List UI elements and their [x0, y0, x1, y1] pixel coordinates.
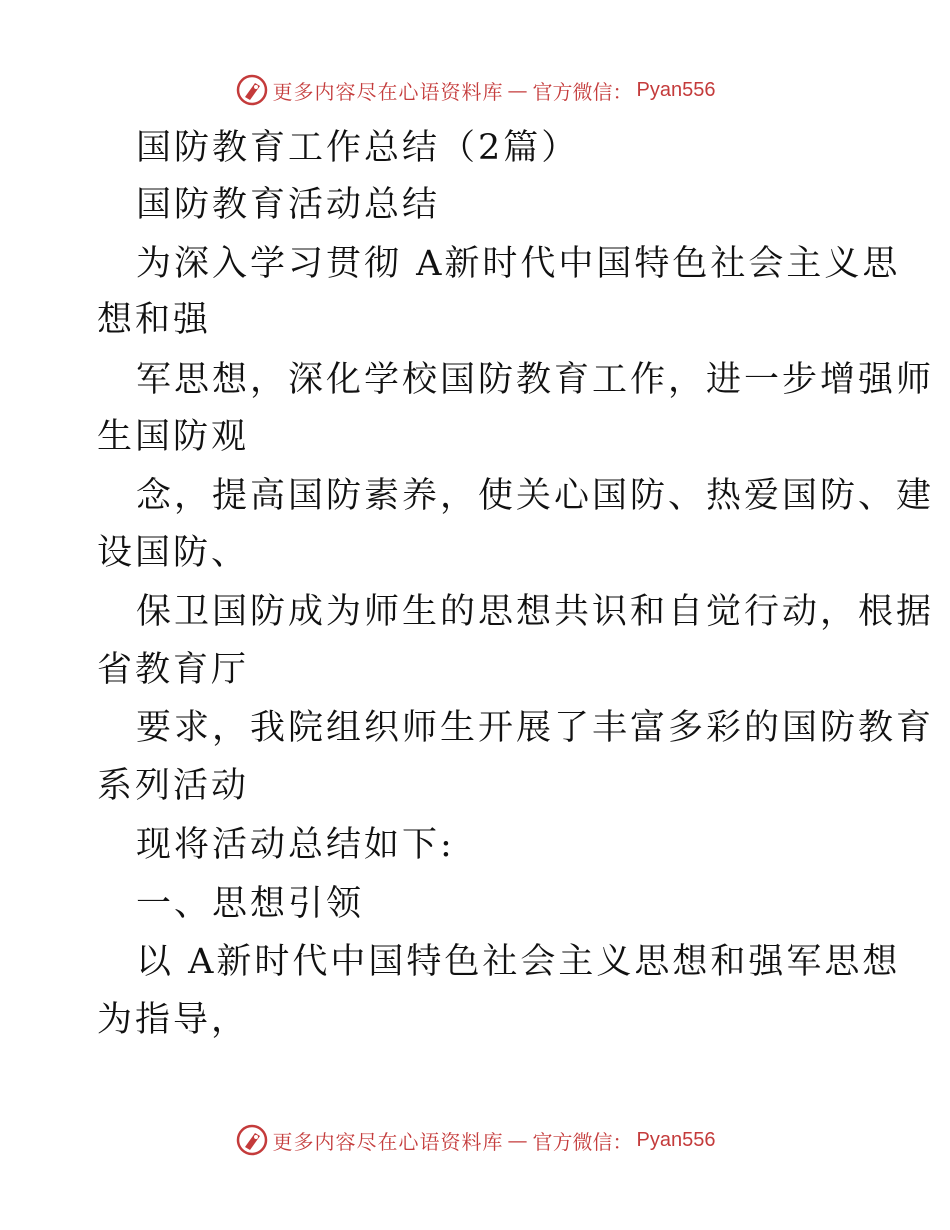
paragraph-line: 保卫国防成为师生的思想共识和自觉行动，根据: [136, 592, 935, 632]
paragraph-line: 念，提高国防素养，使关心国防、热爱国防、建: [136, 476, 935, 516]
footer-wechat-label: 官方微信：: [532, 1129, 633, 1154]
section-heading: 一、思想引领: [136, 884, 365, 924]
paragraph-line: 为指导，: [97, 1000, 250, 1040]
header-wechat-label: 官方微信：: [532, 79, 633, 104]
header-brand: [235, 73, 716, 107]
paragraph-line: 军思想，深化学校国防教育工作，进一步增强师: [136, 360, 935, 400]
paragraph-line: 现将活动总结如下:: [136, 825, 455, 865]
document-subtitle: 国防教育活动总结: [136, 185, 441, 225]
paragraph-line: 生国防观: [97, 417, 250, 457]
page-footer-watermark: [0, 1120, 950, 1160]
paragraph-line: 以 A新时代中国特色社会主义思想和强军思想: [136, 942, 901, 982]
footer-site-text: 更多内容尽在心语资料库: [272, 1129, 504, 1154]
paragraph-line: 想和强: [97, 300, 212, 340]
paragraph-line: 要求，我院组织师生开展了丰富多彩的国防教育: [136, 708, 935, 748]
paragraph-line: 系列活动: [97, 766, 250, 806]
page-header-watermark: [0, 70, 950, 110]
pen-nib-logo-icon: [235, 1123, 269, 1157]
document-title: 国防教育工作总结（2篇）: [136, 128, 580, 168]
pen-nib-logo-icon: [235, 73, 269, 107]
footer-brand: [235, 1123, 716, 1157]
paragraph-line: 为深入学习贯彻 A新时代中国特色社会主义思: [136, 244, 901, 284]
paragraph-line: 设国防、: [97, 533, 250, 573]
footer-separator: —: [507, 1128, 529, 1152]
header-wechat-id: Pyan556: [636, 78, 716, 101]
paragraph-line: 省教育厅: [97, 650, 250, 690]
header-separator: —: [507, 78, 529, 102]
header-site-text: 更多内容尽在心语资料库: [272, 79, 504, 104]
footer-wechat-id: Pyan556: [636, 1128, 716, 1151]
